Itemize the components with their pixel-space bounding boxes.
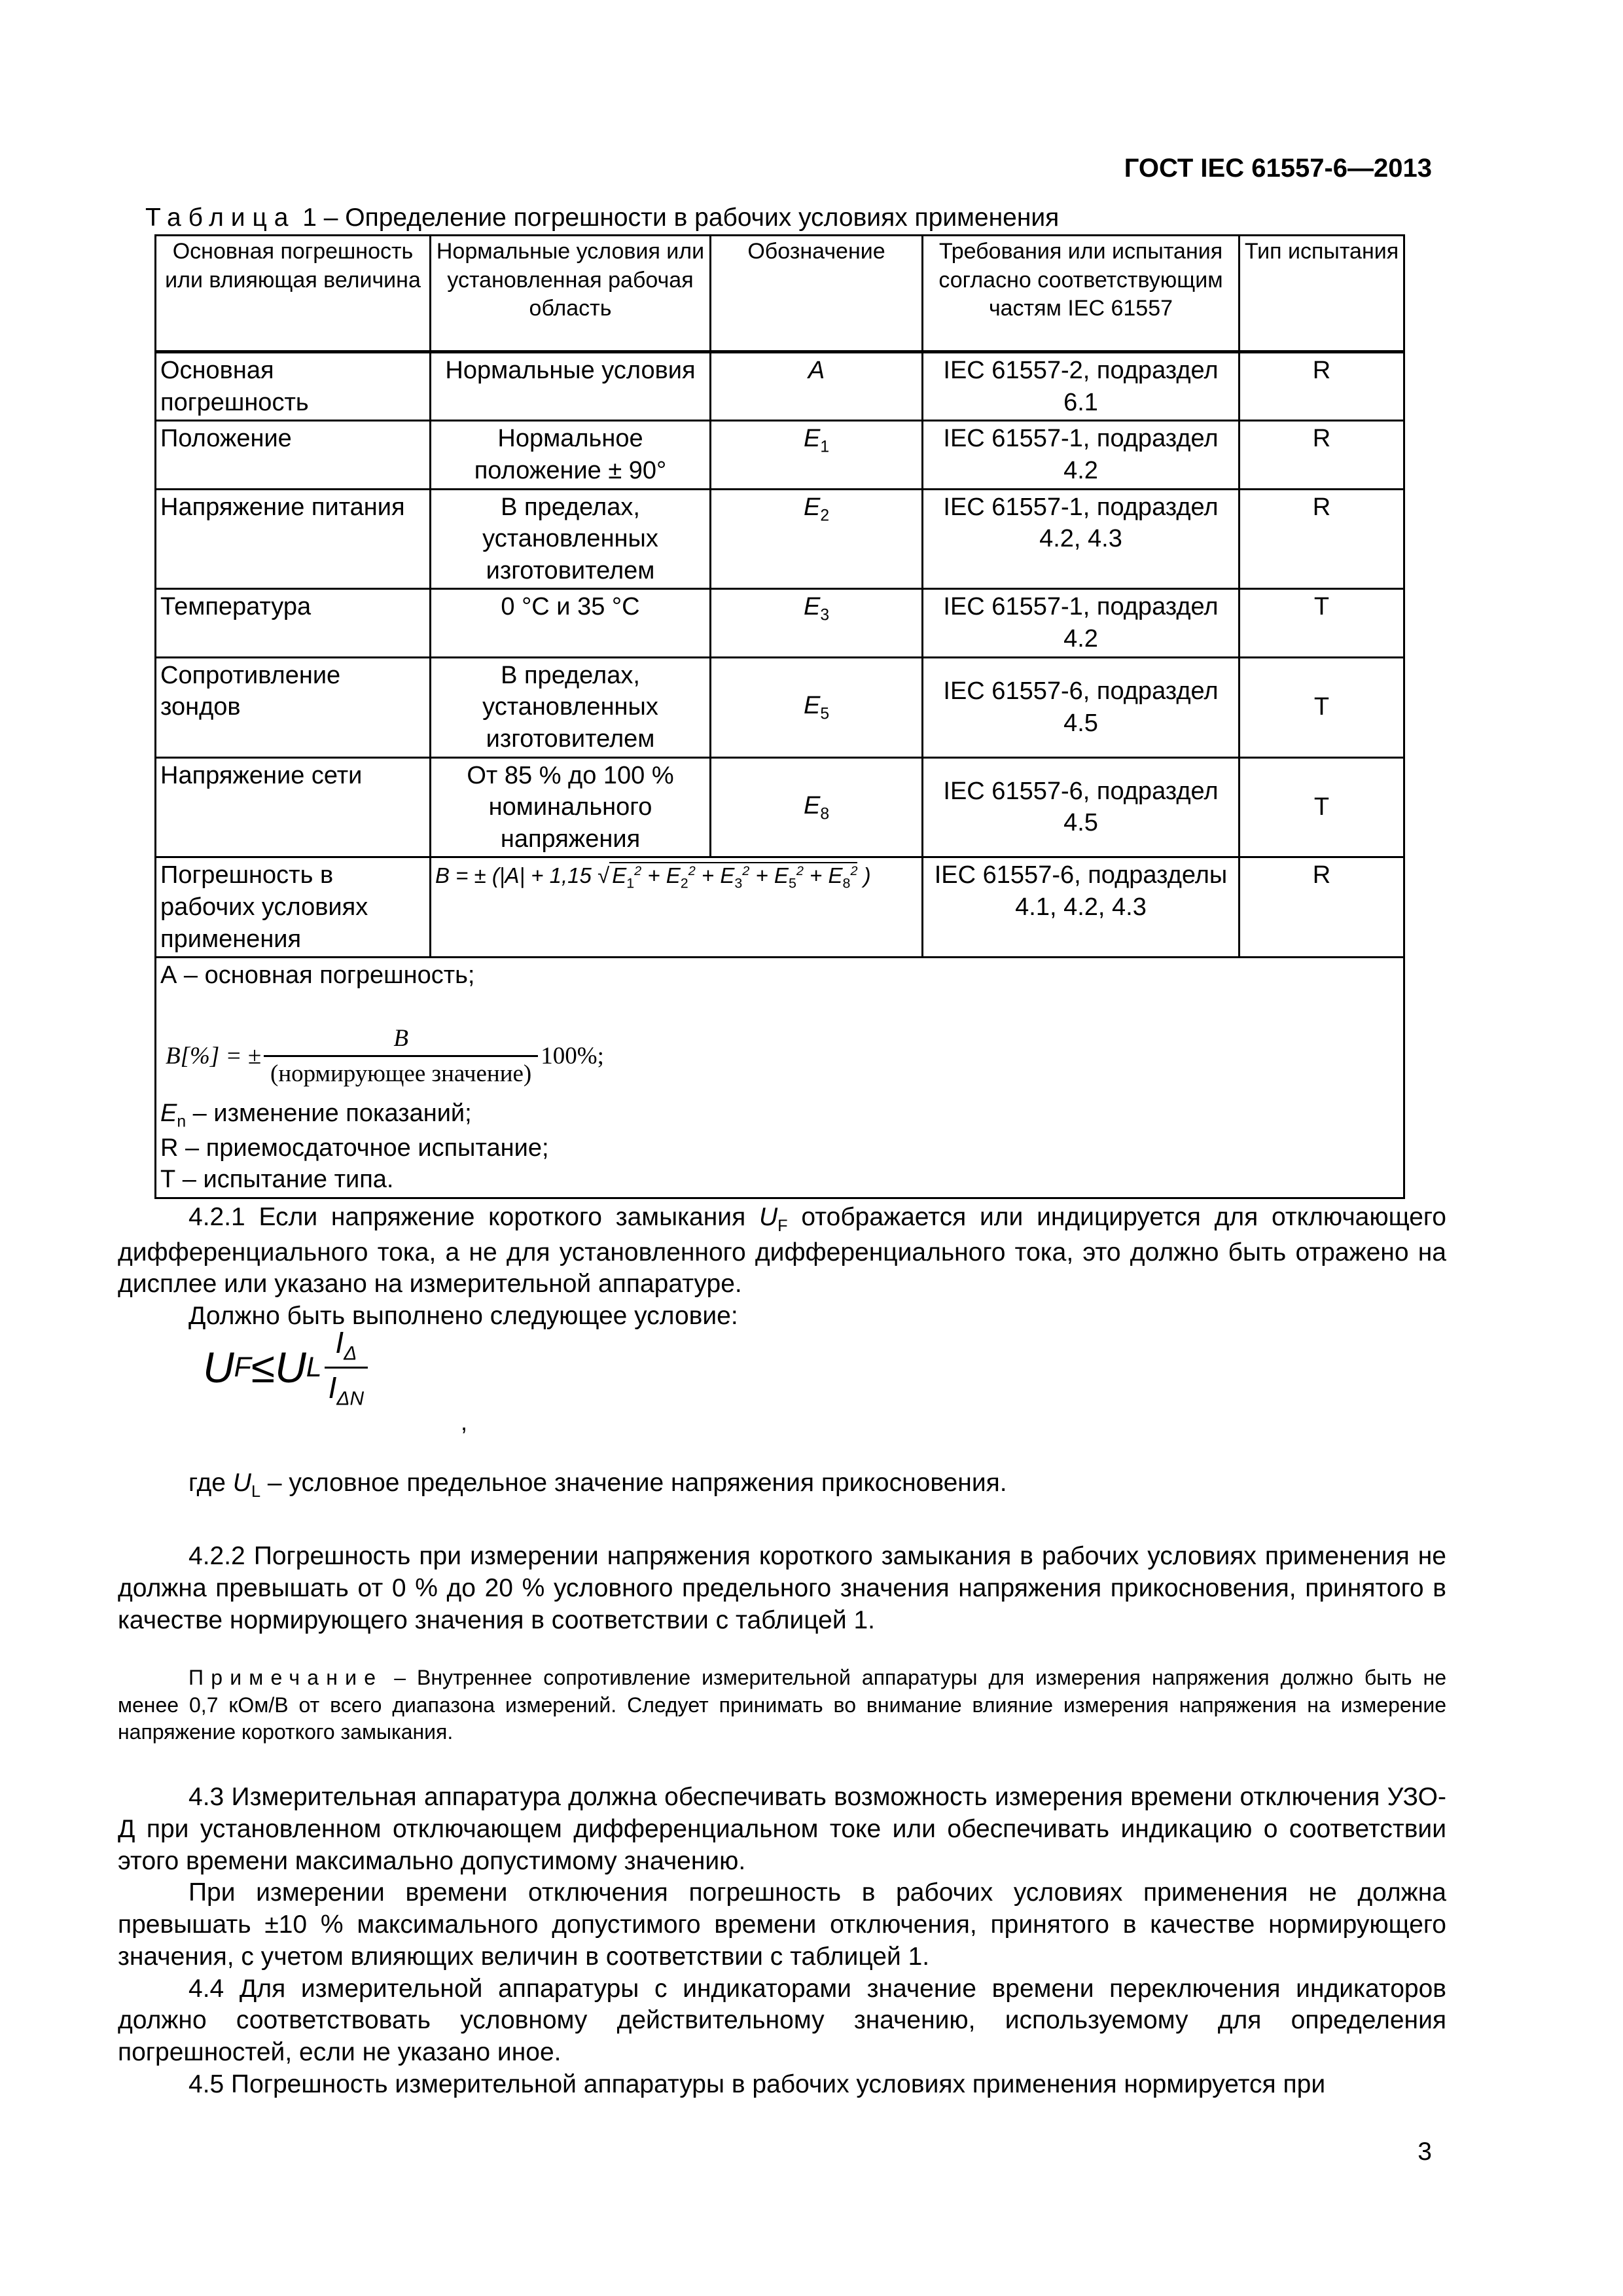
footnote-t: Т – испытание типа. (160, 1166, 394, 1194)
cell-type: T (1240, 657, 1404, 757)
cell-quantity: Напряжение питания (156, 489, 431, 589)
formula-trailing-comma: , (461, 1408, 468, 1435)
cell-quantity: Сопротивление зондов (156, 657, 431, 757)
cell-condition: Нормальное положение ± 90° (431, 421, 711, 489)
fraction: $\frac{I_\Delta}{I_{\Delta N}}$ (325, 1323, 368, 1411)
formula-b: B = ± (|A| + 1,15 √ $E_1^2 + E_2^2 + E_3^2 + E_5^2 + E_8^2$ ) (435, 863, 871, 891)
standard-header: ГОСТ IEC 61557-6—2013 (1124, 154, 1432, 183)
cell-formula-b (431, 857, 923, 958)
note (118, 1664, 1446, 1746)
cell-condition: От 85 % до 100 % номинального напряжения (431, 757, 711, 857)
cell-quantity: Погрешность в рабочих условиях применения (156, 857, 431, 958)
cell-type: R (1240, 352, 1404, 421)
cell-requirement: IEC 61557-6, подразделы 4.1, 4.2, 4.3 (923, 857, 1240, 958)
cell-type: T (1240, 589, 1404, 657)
cell-requirement: IEC 61557-6, подраздел 4.5 (923, 757, 1240, 857)
page-number: 3 (1418, 2138, 1432, 2166)
cell-quantity: Температура (156, 589, 431, 657)
paragraph-4-2-1: 4.2.1 Если напряжение короткого замыкания $U_F$ отображается или индицируется для отключающего дифференциального тока, а не для установленного дифференциального тока, это должно быть отражено на дисплее или указано на измерительной аппаратуре. (118, 1203, 1446, 1299)
cell-type: R (1240, 489, 1404, 589)
col-header-type: Тип испытания (1240, 236, 1404, 352)
cell-requirement: IEC 61557-1, подраздел 4.2, 4.3 (923, 489, 1240, 589)
col-header-symbol: Обозначение (711, 236, 923, 352)
cell-condition: В пределах, установленных изготовителем (431, 657, 711, 757)
table-row (156, 657, 1404, 757)
sqrt-radicand: $E_1^2 + E_2^2 + E_3^2 + E_5^2 + E_8^2$ (609, 862, 857, 888)
paragraph-4-2-2: 4.2.2 Погрешность при измерении напряжения короткого замыкания в рабочих условиях применения не должна превышать от 0 % до 20 % условного предельного значения напряжения прикосновения, принятого в качестве нормирующего значения в соответствии с таблицей 1. (118, 1542, 1446, 1634)
paragraph-4-3-b: При измерении времени отключения погрешность в рабочих условиях применения не должна превышать ±10 % максимального допустимого времени отключения, принятого в качестве нормирующего значения, с учетом влияющих величин в соответствии с таблицей 1. (118, 1878, 1446, 1971)
cell-requirement: IEC 61557-6, подраздел 4.5 (923, 657, 1240, 757)
cell-requirement: IEC 61557-1, подраздел 4.2 (923, 421, 1240, 489)
sqrt-sign: √ (597, 863, 610, 888)
table-footnote (156, 958, 1404, 1198)
footnote-r: R – приемосдаточное испытание; (160, 1134, 549, 1162)
cell-condition: В пределах, установленных изготовителем (431, 489, 711, 589)
footnote-a: А – основная погрешность; (160, 961, 475, 990)
cell-condition: Нормальные условия (431, 352, 711, 421)
footnote-en: $E_n$ – изменение показаний; (160, 1099, 472, 1131)
cell-requirement: IEC 61557-2, подраздел 6.1 (923, 352, 1240, 421)
table-header-row (156, 236, 1404, 352)
col-header-requirement: Требования или испытания согласно соответствующим частям IEC 61557 (923, 236, 1240, 352)
paragraph-condition: Должно быть выполнено следующее условие: (188, 1302, 738, 1331)
table-row (156, 489, 1404, 589)
table-caption-text: 1 – Определение погрешности в рабочих условиях применения (295, 204, 1060, 232)
cell-symbol: $E_1$ (711, 421, 923, 489)
section-4-3-to-4-5 (118, 1782, 1446, 2101)
cell-requirement: IEC 61557-1, подраздел 4.2 (923, 589, 1240, 657)
cell-symbol: $E_5$ (711, 657, 923, 757)
fraction: $\frac{B}{\text{(нормирующее значение)}}$ (264, 1023, 538, 1090)
table-row (156, 589, 1404, 657)
col-header-quantity: Основная погрешность или влияющая величина (156, 236, 431, 352)
paragraph-4-5: 4.5 Погрешность измерительной аппаратуры в рабочих условиях применения нормируется при (188, 2070, 1326, 2098)
error-table (154, 234, 1405, 1199)
paragraph-4-3: 4.3 Измерительная аппаратура должна обеспечивать возможность измерения времени отключения УЗО-Д при установленном отключающем дифференциальном токе или обеспечивать индикацию о соответствии этого времени максимально допустимому значению. (118, 1783, 1446, 1875)
cell-type: T (1240, 757, 1404, 857)
table-caption-label: Таблица (145, 204, 296, 232)
table-footnote-row (156, 958, 1404, 1198)
cell-quantity: Основная погрешность (156, 352, 431, 421)
cell-symbol: A (711, 352, 923, 421)
cell-quantity: Положение (156, 421, 431, 489)
section-4-2-1 (118, 1202, 1446, 1333)
col-header-condition: Нормальные условия или установленная рабочая область (431, 236, 711, 352)
section-where (118, 1467, 1446, 1503)
cell-condition: 0 °С и 35 °С (431, 589, 711, 657)
cell-symbol: $E_3$ (711, 589, 923, 657)
cell-quantity: Напряжение сети (156, 757, 431, 857)
cell-symbol: $E_8$ (711, 757, 923, 857)
formula-b-percent: B[%] = ± $\frac{B}{\text{(нормирующее значение)}}$ 100%; (166, 1023, 1399, 1090)
note-label: Примечание (188, 1666, 383, 1689)
table-row (156, 421, 1404, 489)
table-row (156, 757, 1404, 857)
cell-type: R (1240, 421, 1404, 489)
paragraph-where: где $U_L$ – условное предельное значение напряжения прикосновения. (188, 1469, 1007, 1501)
cell-symbol: $E_2$ (711, 489, 923, 589)
paragraph-4-4: 4.4 Для измерительной аппаратуры с индикаторами значение времени переключения индикаторов должно соответствовать условному действительному значению, используемому для определения погрешностей, если не указано иное. (118, 1974, 1446, 2066)
table-row-total (156, 857, 1404, 958)
note-text: – Внутреннее сопротивление измерительной аппаратуры для измерения напряжения должно быть не менее 0,7 кОм/В от всего диапазона измерений. Следует принимать во внимание влияние измерения напряжения на измерение напряжение короткого замыкания. (118, 1666, 1446, 1744)
section-4-2-2 (118, 1541, 1446, 1636)
table-caption (145, 202, 1059, 234)
table-row (156, 352, 1404, 421)
cell-type: R (1240, 857, 1404, 958)
formula-uf: U F ≤ U L $\frac{I_\Delta}{I_{\Delta N}}$ (203, 1323, 370, 1411)
